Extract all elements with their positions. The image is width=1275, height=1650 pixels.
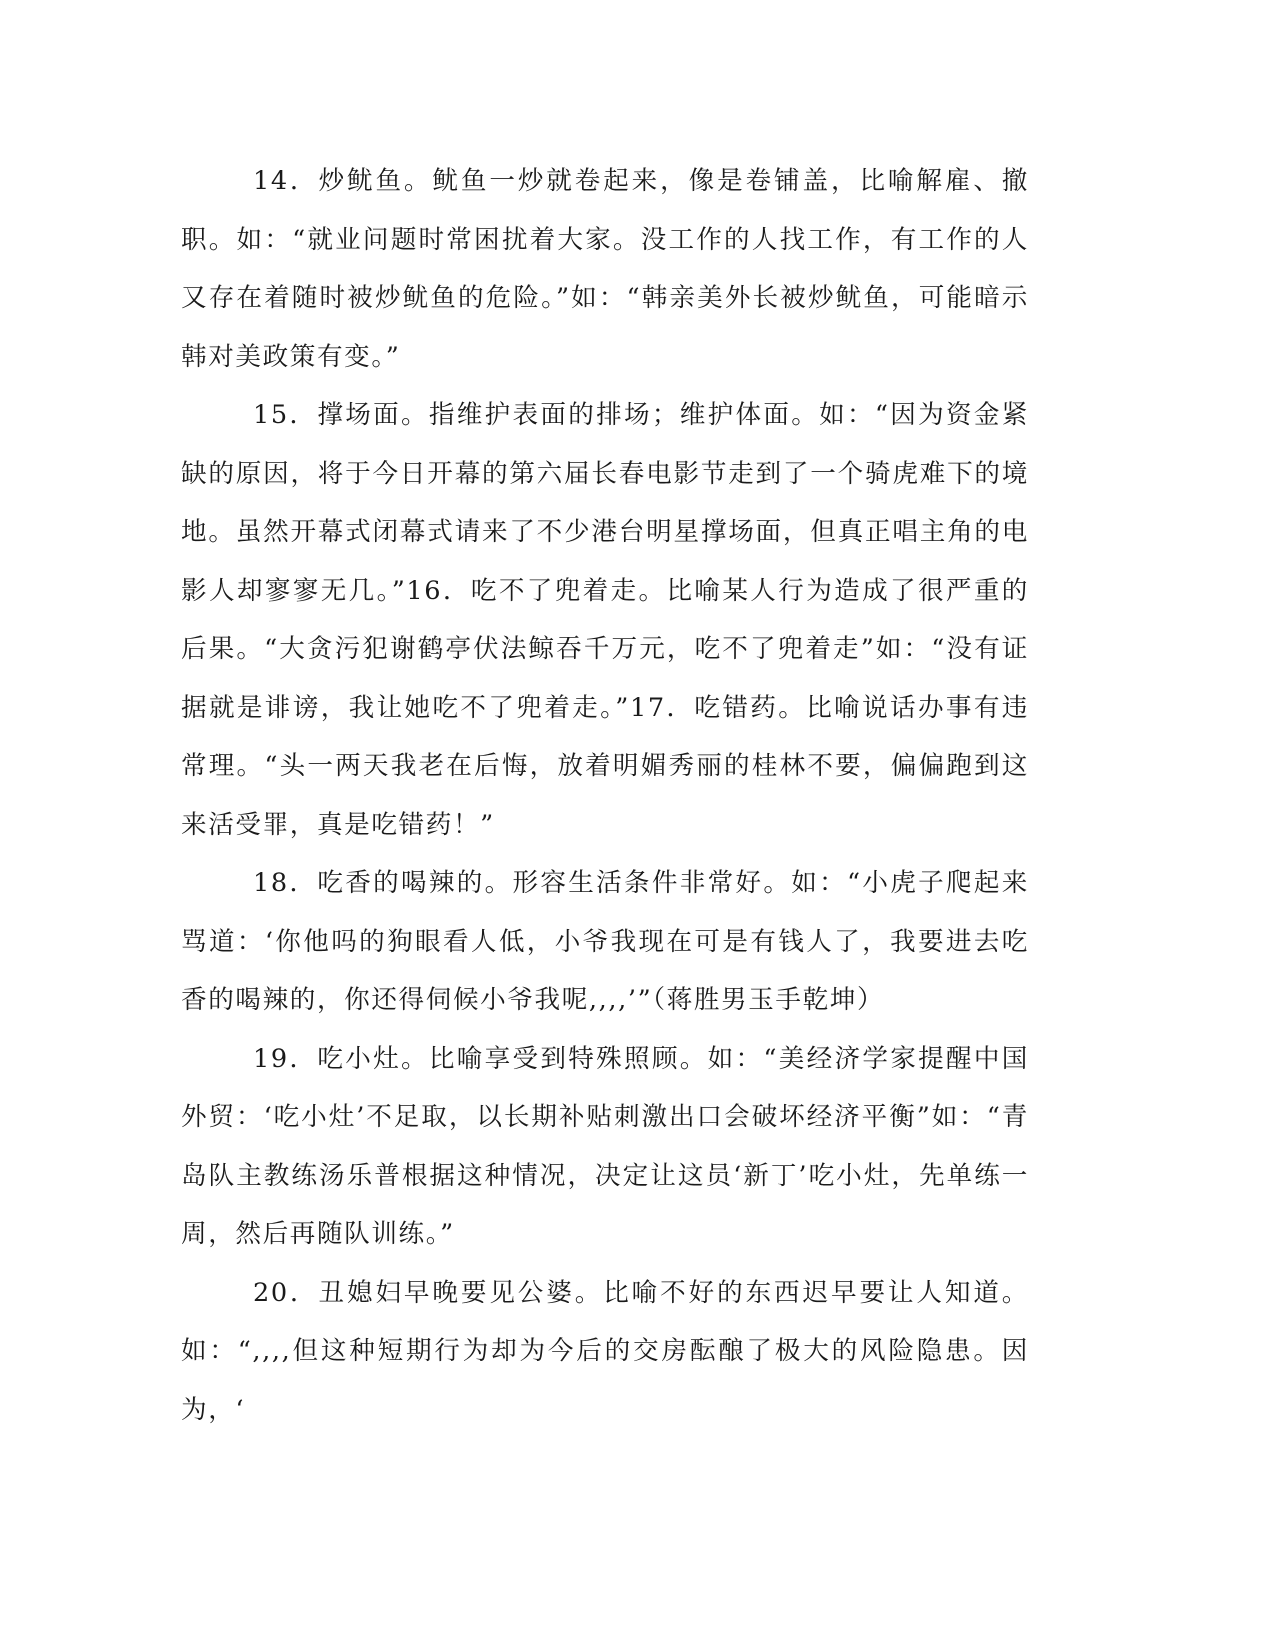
paragraph-15-17: 15．撑场面。指维护表面的排场；维护体面。如：“因为资金紧缺的原因，将于今日开幕的第六届长春电影节走到了一个骑虎难下的境地。虽然开幕式闭幕式请来了不少港台明星撑场面，但真正唱主角的电影人却寥寥无几。”16．吃不了兜着走。比喻某人行为造成了很严重的后果。“大贪污犯谢鹤亭伏法鲸吞千万元，吃不了兜着走”如：“没有证据就是诽谤，我让她吃不了兜着走。”17．吃错药。比喻说话办事有违常理。“头一两天我老在后悔，放着明媚秀丽的桂林不要，偏偏跑到这来活受罪，真是吃错药！”: [181, 400, 1029, 840]
paragraph-19: 19．吃小灶。比喻享受到特殊照顾。如：“美经济学家提醒中国外贸：‘吃小灶’不足取，以长期补贴刺激出口会破坏经济平衡”如：“青岛队主教练汤乐普根据这种情况，决定让这员‘新丁’吃小灶，先单练一周，然后再随队训练。”: [181, 1043, 1029, 1249]
paragraph-18: 18．吃香的喝辣的。形容生活条件非常好。如：“小虎子爬起来骂道：‘你他吗的狗眼看人低，小爷我现在可是有钱人了，我要进去吃香的喝辣的，你还得伺候小爷我呢,,,,’”（蒋胜男玉手乾坤）: [181, 868, 1029, 1015]
paragraph-14: 14．炒鱿鱼。鱿鱼一炒就卷起来，像是卷铺盖，比喻解雇、撤职。如：“就业问题时常困扰着大家。没工作的人找工作，有工作的人又存在着随时被炒鱿鱼的危险。”如：“韩亲美外长被炒鱿鱼，可能暗示韩对美政策有变。”: [181, 166, 1029, 372]
paragraph-20: 20．丑媳妇早晚要见公婆。比喻不好的东西迟早要让人知道。如：“,,,,但这种短期行为却为今后的交房酝酿了极大的风险隐患。因为，‘: [181, 1277, 1029, 1425]
document-body: [181, 152, 1029, 1439]
